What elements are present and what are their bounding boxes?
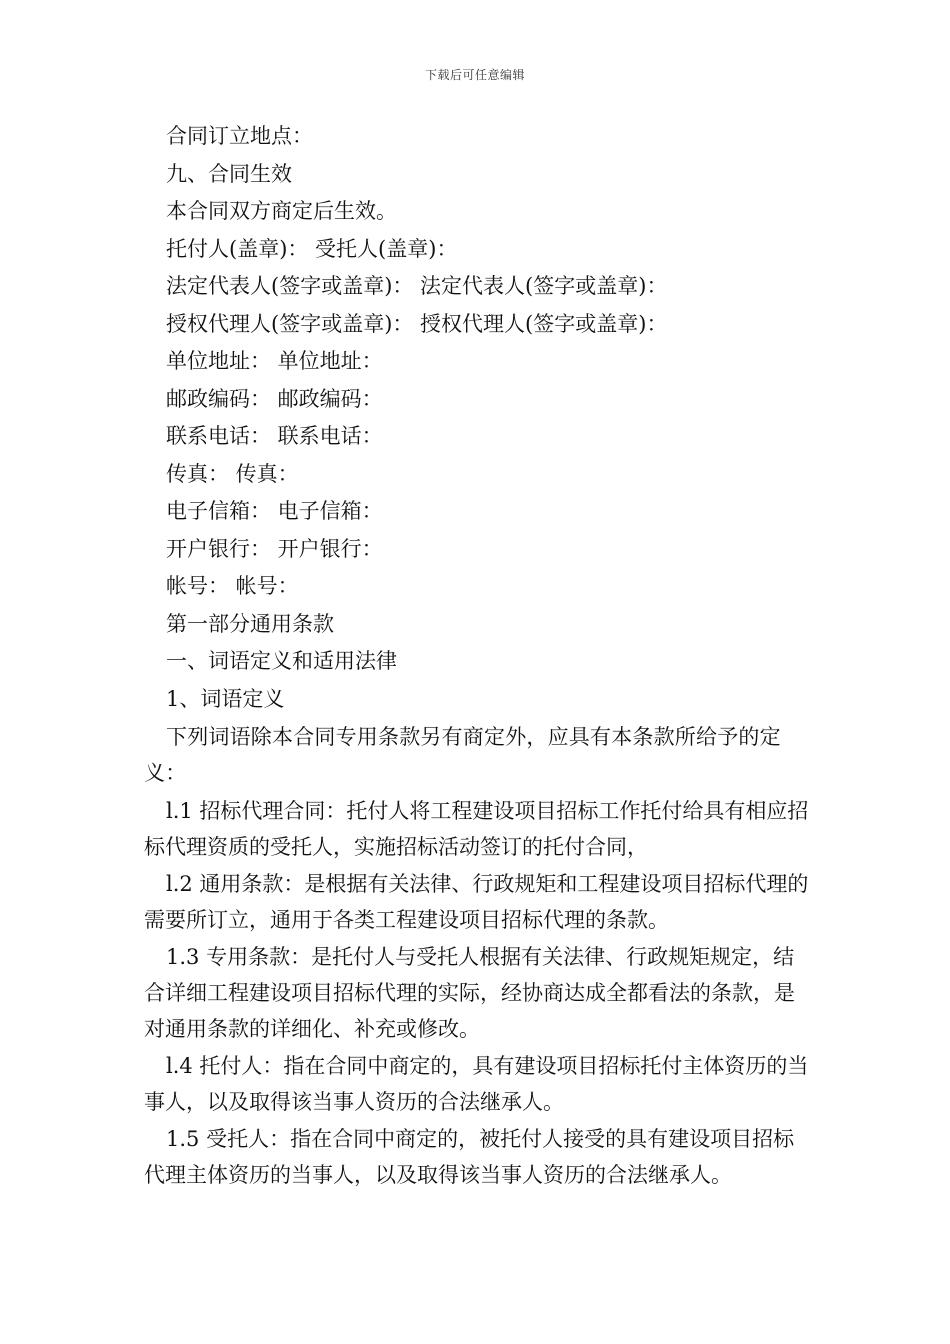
line-postal-code: 邮政编码： 邮政编码： bbox=[166, 386, 383, 411]
section-heading-effect: 九、合同生效 bbox=[166, 161, 292, 186]
paragraph-1-5: 1.5 受托人：指在合同中商定的，被托付人接受的具有建设项目招标代理主体资历的当事人，以及取得该当事人资历的合法继承人。 bbox=[144, 1127, 795, 1187]
line-legal-representative: 法定代表人(签字或盖章)： 法定代表人(签字或盖章)： bbox=[166, 274, 668, 298]
line-seal: 托付人(盖章)： 受托人(盖章)： bbox=[166, 236, 458, 261]
line-bank: 开户银行： 开户银行： bbox=[166, 536, 383, 561]
line-contract-place: 合同订立地点： bbox=[166, 124, 313, 148]
line-effective-clause: 本合同双方商定后生效。 bbox=[166, 199, 397, 223]
part-heading-general-terms: 第一部分通用条款 bbox=[166, 611, 334, 636]
paragraph-1-1: l.1 招标代理合同：托付人将工程建设项目招标工作托付给具有相应招标代理资质的受托人，实施招标活动签订的托付合同， bbox=[144, 799, 809, 859]
paragraph-1-4: l.4 托付人：指在合同中商定的，具有建设项目招标托付主体资历的当事人，以及取得该当事人资历的合法继承人。 bbox=[144, 1054, 809, 1114]
paragraph-1-2: l.2 通用条款：是根据有关法律、行政规矩和工程建设项目招标代理的需要所订立，通用于各类工程建设项目招标代理的条款。 bbox=[144, 872, 809, 932]
line-address: 单位地址： 单位地址： bbox=[166, 349, 383, 373]
document-body bbox=[144, 118, 814, 1193]
line-authorized-agent: 授权代理人(签字或盖章)： 授权代理人(签字或盖章)： bbox=[166, 311, 668, 336]
line-phone: 联系电话： 联系电话： bbox=[166, 424, 383, 448]
page-header: 下载后可任意编辑 bbox=[424, 68, 525, 82]
line-email: 电子信箱： 电子信箱： bbox=[166, 499, 383, 523]
line-account: 帐号： 帐号： bbox=[166, 574, 299, 598]
paragraph-1-3: 1.3 专用条款：是托付人与受托人根据有关法律、行政规矩规定，结合详细工程建设项目招标代理的实际，经协商达成全都看法的条款，是对通用条款的详细化、补充或修改。 bbox=[144, 945, 795, 1041]
paragraph-definitions-intro: 下列词语除本合同专用条款另有商定外，应具有本条款所给予的定义： bbox=[144, 725, 781, 785]
line-fax: 传真： 传真： bbox=[166, 461, 299, 486]
section-heading-definitions: 一、词语定义和适用法律 bbox=[166, 649, 397, 673]
subsection-heading-definitions: 1、词语定义 bbox=[166, 686, 285, 711]
